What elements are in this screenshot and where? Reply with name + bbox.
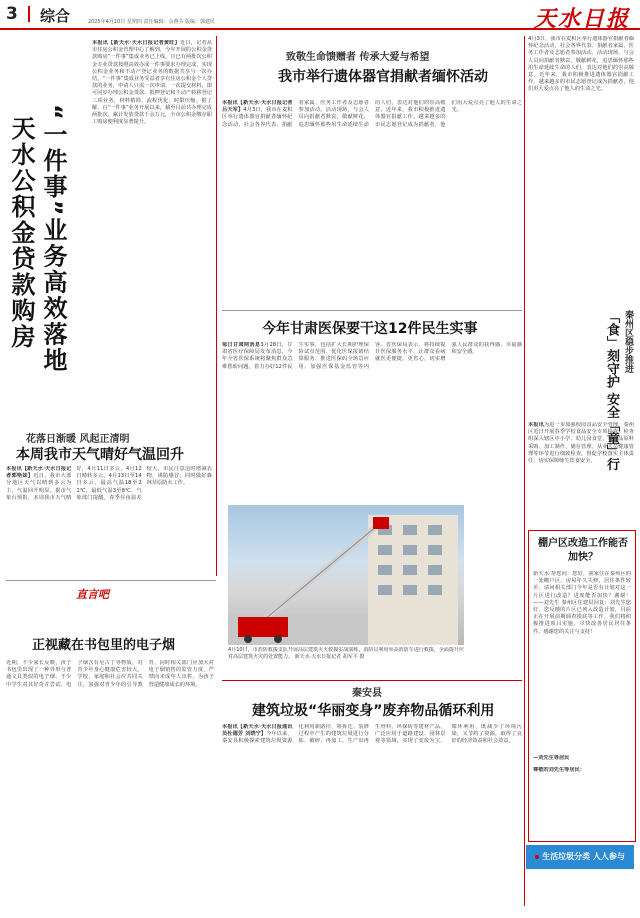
banner-label: 生活垃圾分类 人人参与 bbox=[542, 852, 625, 861]
center-mid-article bbox=[222, 318, 522, 503]
right-top-article bbox=[528, 36, 636, 306]
center-mid-title: 今年甘肃医保要干这12件民生实事 bbox=[262, 321, 478, 337]
header-divider bbox=[28, 6, 30, 22]
center-bottom-byline: 本报讯【新天水·天水日报通讯员杜德芳 刘晓宁】 bbox=[222, 724, 293, 738]
weather-byline: 本报讯【新天水·天水日报记者郭艳妹】 bbox=[6, 466, 72, 480]
page-number: 3 bbox=[6, 4, 18, 24]
right-vertical-kicker: 秦州区稳步推进 bbox=[623, 310, 633, 373]
humor-label: 直言吧 bbox=[76, 588, 109, 601]
question-tagline: —刘先生等居民 bbox=[533, 755, 570, 761]
left-article-body bbox=[92, 40, 212, 424]
section-name: 综合 bbox=[40, 7, 71, 25]
humor-title: 正视藏在书包里的电子烟 bbox=[32, 638, 176, 653]
left-divider bbox=[6, 580, 216, 581]
left-headline-main: 天水公积金贷款购房 bbox=[7, 116, 35, 350]
center-top-article bbox=[222, 36, 522, 306]
center-bottom-article bbox=[222, 684, 522, 914]
left-article-byline: 本报讯【新天水·天水日报记者黄旺】 bbox=[92, 40, 180, 46]
weather-text: 近日，我市大部分地区天气以晴到多云为主，气温回升明显。据市气象台预报，本周我市天气晴好，4月11日多云，4月12日晴转多云，4月13日至14日多云，最高气温18至21℃，最低气温3至8℃。气象部门提醒，春季昼夜温差较大，市民注意适时增减衣物，谨防感冒；同时做好森林草原防火工作。 bbox=[6, 466, 212, 501]
answer-section bbox=[533, 767, 631, 837]
center-top-kicker: 致敬生命馈赠者 传承大爱与希望 bbox=[286, 52, 430, 63]
center-bottom-text: 今年以来，秦安县积极探索建筑垃圾资源化利用新路径，将拆迁、装修过程中产生的建筑垃圾进行分拣、破碎、再加工，生产出再生骨料、环保砖等建材产品，广泛应用于道路建设、园林景观等领域，实现了变废为宝、循环利用，既减少了环境污染，又节约了资源，取得了良好的经济效益和社会效益。 bbox=[222, 724, 522, 745]
right-food-byline: 本报讯 bbox=[528, 422, 544, 428]
center-divider-2 bbox=[222, 680, 522, 681]
reader-question-box bbox=[528, 530, 636, 842]
question-body: 新天水·帮您问：您好，我家住在秦州区的一处棚户区，房屋年久失修，居住条件较差，请问相关部门今年是否有计划对这一片区进行改造？进度能否加快？谢谢！——刘先生 秦州区住建局回复：刘先生您好，您反映的片区已列入改造计划，目前正在开展前期调查摸底等工作，我们将积极推进项目实施，尽快改善居民居住条件。感谢您的关注与支持！ bbox=[533, 571, 631, 635]
center-top-title: 我市举行遗体器官捐献者缅怀活动 bbox=[278, 69, 488, 85]
center-bottom-kicker: 秦安县 bbox=[352, 688, 382, 699]
news-photo bbox=[228, 505, 464, 645]
humor-article bbox=[6, 584, 216, 914]
left-headline-secondary: “一件事”业务高效落地 bbox=[39, 104, 67, 374]
right-vertical-title: 「食」刻守护 安全「童」行 bbox=[604, 310, 619, 471]
center-mid-byline: 每日甘肃网消息 bbox=[222, 342, 261, 348]
weather-title: 本周我市天气晴好气温回升 bbox=[16, 447, 184, 463]
right-food-text: 为进一步加强校园食品安全管理，秦州区近日开展春季学校食品安全专项检查，检查组深入辖区中小学、幼儿园食堂，对食品原料采购、加工制作、储存管理、从业人员健康管理等环节进行细致检查，督促学校落实主体责任，切实保障师生饮食安全。 bbox=[528, 422, 634, 465]
banner-dot-icon bbox=[535, 855, 539, 859]
photo-caption: 4月10日，市消防救援支队开展高层建筑灭火救援实战演练，消防员利用举高消防车进行救援，全面提升应对高层建筑火灾的处置能力。 新天水·天水日报记者 胡军平 摄 bbox=[228, 647, 464, 660]
center-mid-text: 3月28日，甘肃省医疗保障局发布消息，今年全省医保系统将聚焦群众急难愁盼问题，着力办好12件民生实事，包括扩大长期护理保险试点范围、优化医保报销结算服务、推进医保码全场景应用、加强医保基金监管等内容。省医保局表示，将持续提升医保服务水平，让群众看病就医更便捷、更省心，切实增强人民群众的获得感、幸福感和安全感。 bbox=[222, 342, 522, 370]
center-top-byline: 本报讯【新天水·天水日报记者吕天军】 bbox=[222, 100, 293, 114]
answer-subhead: 尊敬的刘先生等居民： bbox=[533, 767, 585, 773]
fire-drill-illustration bbox=[228, 505, 464, 645]
weather-article bbox=[6, 430, 214, 580]
public-service-banner bbox=[526, 845, 634, 869]
column-rule-left bbox=[216, 36, 217, 576]
left-article-text: 近日，记者从市住房公积金管理中心了解到，今年开展的公积金贷款购房“一件事”集成业务已上线，且已有两批次公积金专业贷款按照高效办成一件事要求办理完成，实现公积金业务和不动产登记业务的数据共享与一次办结。“一件事”集成业务受益者享有住房公积金个人贷款的业务，申请人只需一次申请、一次提交材料，即可同步办理公积金贷款、抵押登记和不动产转移登记三项业务，材料精简、流程优化、时限压缩。据了解，自“一件事”业务开展以来，截至目前共办理完成两批次，累计发放贷款千余万元，全市公积金缴存职工购房便利度显著提升。 bbox=[92, 40, 212, 126]
humor-body: 近期，不少家长反映，孩子书包里出现了一种外形与普通文具类似的电子烟，不少中学生对其好奇并尝试。电子烟含有尼古丁等物质，对青少年身心健康危害较大。学校、家庭和社会应共同关注，加强对青少年的引导教育，同时相关部门应加大对电子烟销售的监管力度，严禁向未成年人出售，为孩子营造健康成长的环境。 bbox=[6, 660, 214, 688]
question-title: 棚户区改造工作能否加快？ bbox=[538, 538, 628, 563]
center-divider-1 bbox=[222, 310, 522, 311]
newspaper-logo: 天水日报 bbox=[533, 6, 630, 32]
center-top-body bbox=[222, 100, 522, 300]
left-article bbox=[6, 36, 214, 428]
weather-body bbox=[6, 466, 212, 576]
center-mid-body bbox=[222, 342, 522, 502]
right-top-continuation: 4月3日，我市在麦积区举行遗体器官捐献者缅怀纪念活动，社会各界代表、捐献者家属、医务工作者及志愿者参加活动。活动现场，与会人员向捐献者默哀，敬献鲜花，追思缅怀那些用生命延续生命的人们，表达对他们的崇高敬意。近年来，我市积极推进遗体器官捐献工作，越来越多的市民志愿登记成为捐献者，他们用大爱点亮了他人的生命之光。 bbox=[528, 36, 634, 93]
column-rule-right bbox=[524, 36, 525, 906]
center-top-text: 4月3日，我市在麦积区举行遗体器官捐献者缅怀纪念活动，社会各界代表、捐献者家属、医务工作者及志愿者参加活动。活动现场，与会人员向捐献者默哀，敬献鲜花，追思缅怀那些用生命延续生命的人们，表达对他们的崇高敬意。近年来，我市积极推进遗体器官捐献工作，越来越多的市民志愿登记成为捐献者，他们用大爱点亮了他人的生命之光。 bbox=[222, 100, 522, 128]
right-food-article bbox=[528, 310, 636, 530]
right-food-body bbox=[528, 422, 634, 528]
center-bottom-title: 建筑垃圾“华丽变身”废弃物品循环利用 bbox=[252, 703, 495, 719]
issue-meta: 2025年4月10日 星期四 责任编辑：余燕芬 版编：郭建民 bbox=[88, 19, 216, 25]
center-bottom-body bbox=[222, 724, 522, 912]
page-header bbox=[0, 0, 640, 30]
weather-kicker: 花落日渐暖 风起正清明 bbox=[26, 434, 130, 445]
